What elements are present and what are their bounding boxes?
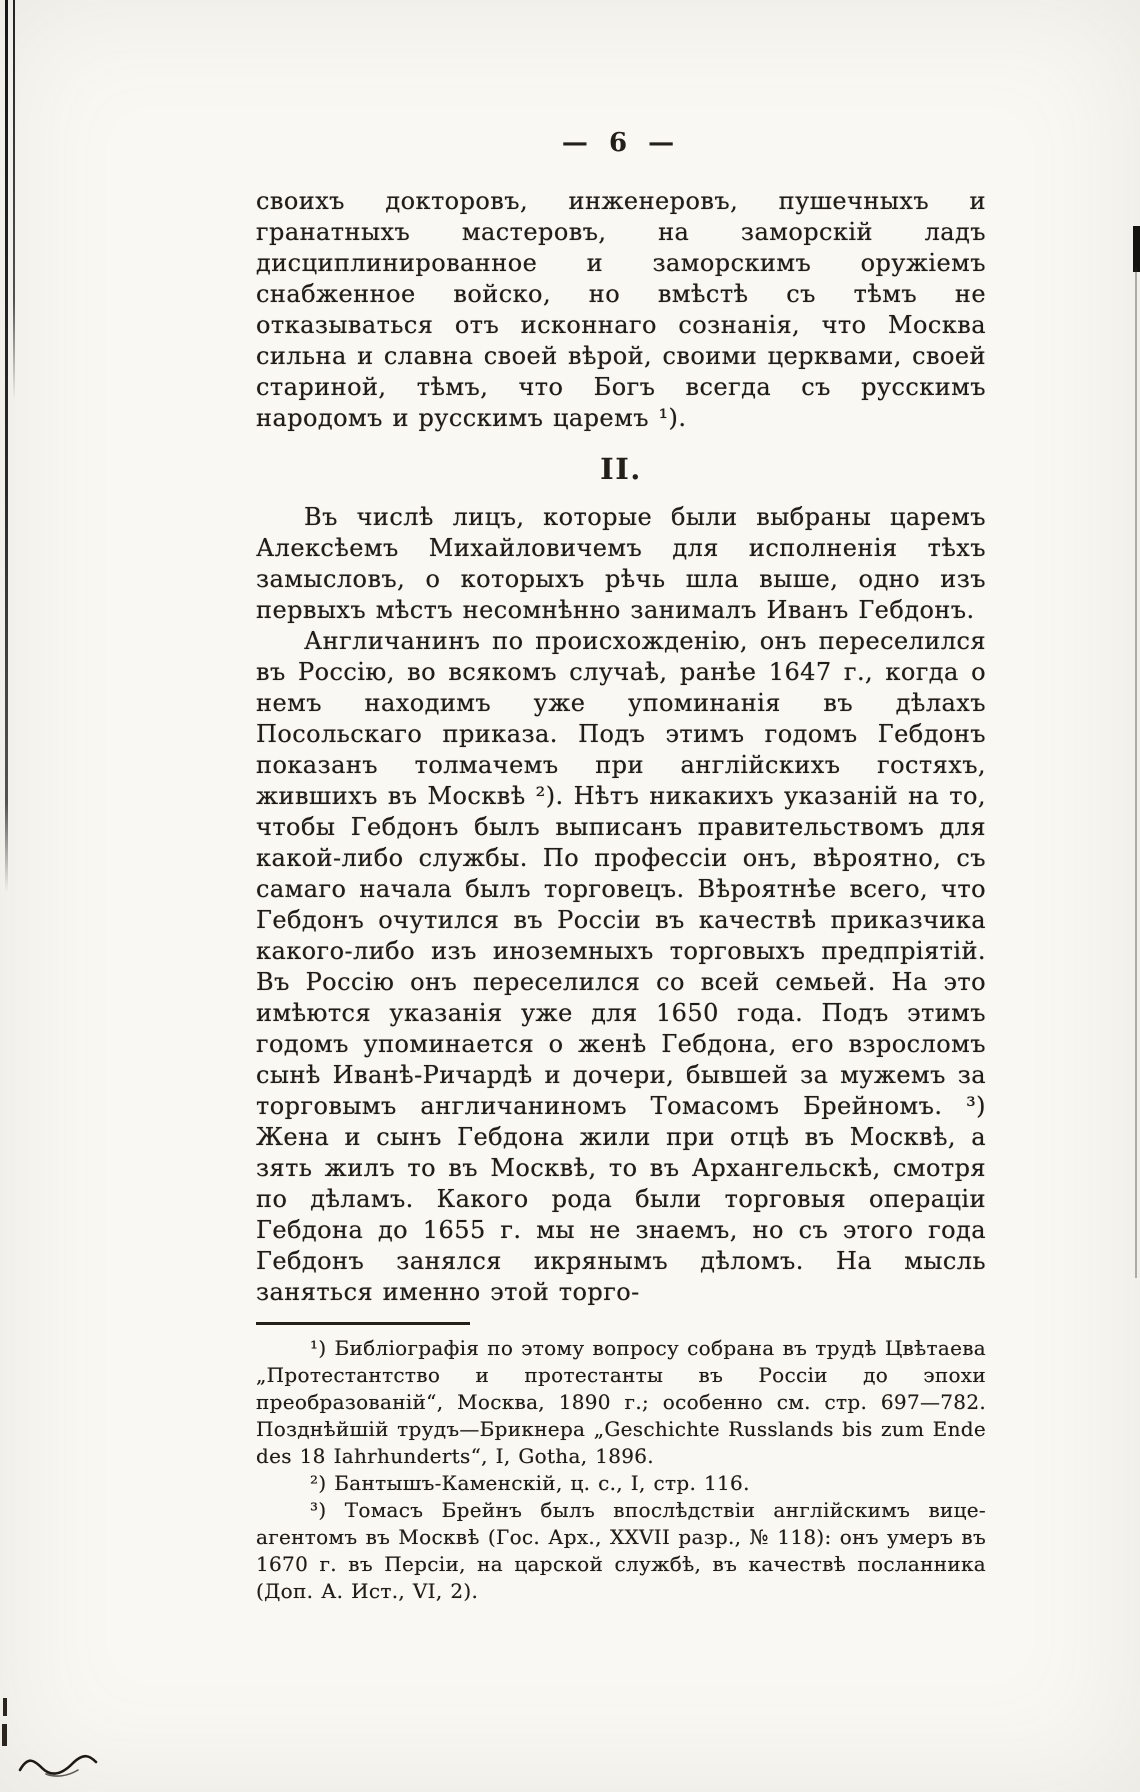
- text-block: [256, 128, 986, 1605]
- binding-line-secondary: [13, 0, 15, 400]
- footnote: ¹) Библіографія по этому вопросу собрана въ трудѣ Цвѣтаева „Протестантство и протестанты въ Россіи до эпохи преобразованій“, Москва, 1890 г.; особенно см. стр. 697—782. Позднѣйшій трудъ—Брикнера „Geschichte Russlands bis zum Ende des 18 Iahrhunderts“, I, Gotha, 1896.: [256, 1336, 986, 1468]
- page-number: — 6 —: [561, 128, 681, 158]
- paragraph-continuation: своихъ докторовъ, инженеровъ, пушечныхъ и гранатныхъ мастеровъ, на заморскій ладъ дисциплинированное и заморскимъ оружіемъ снабженное войско, но вмѣстѣ съ тѣмъ не отказываться отъ исконнаго сознанія, что Москва сильна и славна своей вѣрой, своими церквами, своей стариной, тѣмъ, что Богъ всегда съ русскимъ народомъ и русскимъ царемъ ¹).: [256, 187, 986, 432]
- paragraph: Въ числѣ лицъ, которые были выбраны царемъ Алексѣемъ Михайловичемъ для исполненія тѣхъ замысловъ, о которыхъ рѣчь шла выше, одно изъ первыхъ мѣстъ несомнѣнно занималъ Иванъ Гебдонъ.: [256, 503, 986, 624]
- pen-mark: [16, 1748, 100, 1782]
- paragraph: Англичанинъ по происхожденію, онъ переселился въ Россію, во всякомъ случаѣ, ранѣе 1647 г., когда о немъ находимъ уже упоминанія въ дѣлахъ Посольскаго приказа. Подъ этимъ годомъ Гебдонъ показанъ толмачемъ при англійскихъ гостяхъ, жившихъ въ Москвѣ ²). Нѣтъ никакихъ указаній на то, чтобы Гебдонъ былъ выписанъ правительствомъ для какой-либо службы. По профессіи онъ, вѣроятно, съ самаго начала былъ торговецъ. Вѣроятнѣе всего, что Гебдонъ очутился въ Россіи въ качествѣ приказчика какого-либо изъ иноземныхъ торговыхъ предпріятій. Въ Россію онъ переселился со всей семьей. На это имѣются указанія уже для 1650 года. Подъ этимъ годомъ упоминается о женѣ Гебдона, его взросломъ сынѣ Иванѣ-Ричардѣ и дочери, бывшей за мужемъ за торговымъ англичаниномъ Томасомъ Брейномъ. ³) Жена и сынъ Гебдона жили при отцѣ въ Москвѣ, а зять жилъ то въ Москвѣ, то въ Архангельскѣ, смотря по дѣламъ. Какого рода были торговыя операціи Гебдона до 1655 г. мы не знаемъ, но съ этого года Гебдонъ занялся икрянымъ дѣломъ. На мысль заняться именно этой торго-: [256, 627, 986, 1306]
- section-heading: II.: [600, 452, 642, 486]
- footnote: ³) Томасъ Брейнъ былъ впослѣдствіи англійскимъ вице-агентомъ въ Москвѣ (Гос. Арх., XXVII разр., № 118): онъ умеръ въ 1670 г. въ Персіи, на царской службѣ, въ качествѣ посланника (Доп. А. Ист., VI, 2).: [256, 1498, 986, 1603]
- footnote-separator: [256, 1322, 470, 1325]
- binding-line: [5, 0, 8, 892]
- right-edge-mark: [1133, 226, 1140, 272]
- footnotes-block: [256, 1335, 986, 1605]
- left-edge-tick: [3, 1698, 7, 1716]
- footnote: ²) Бантышъ-Каменскій, ц. с., I, стр. 116.: [310, 1471, 750, 1495]
- left-edge-tick: [2, 1724, 7, 1746]
- right-edge-line: [1135, 268, 1137, 1278]
